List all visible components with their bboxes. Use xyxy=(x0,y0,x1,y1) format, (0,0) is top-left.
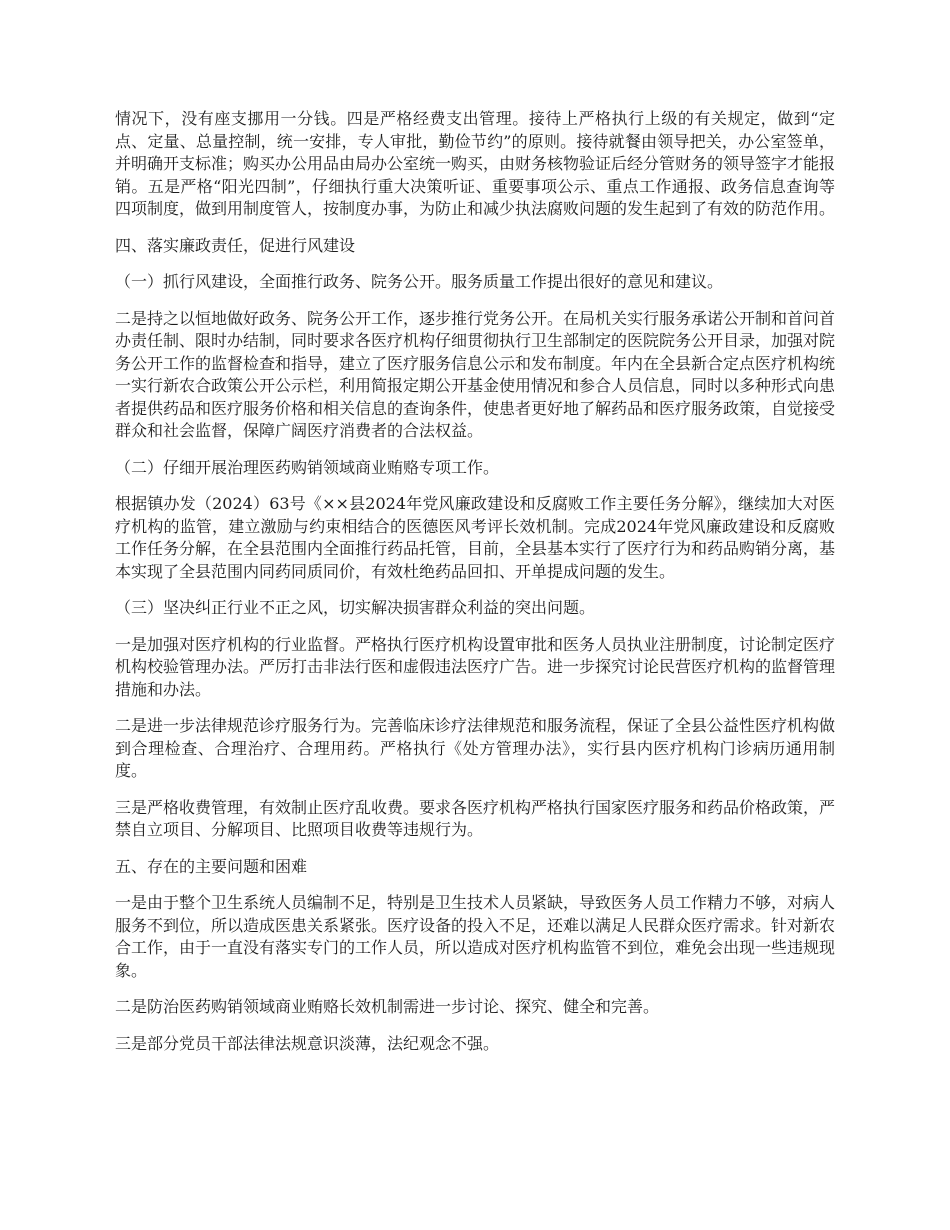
paragraph-bribery-governance: 根据镇办发（2024）63号《××县2024年党风廉政建设和反腐败工作主要任务分解》，继续加大对医疗机构的监管，建立激励与约束相结合的医德医风考评长效机制。完成2024年党风廉政建设和反腐败工作任务分解，在全县范围内全面推行药品托管，目前，全县基本实行了医疗行为和药品购销分离，基本实现了全县范围内同药同质同价，有效杜绝药品回扣、开单提成问题的发生。 xyxy=(115,494,836,581)
subsection-heading-4-2: （二）仔细开展治理医药购销领域商业贿赂专项工作。 xyxy=(115,457,500,477)
paragraph-treatment-regulation: 二是进一步法律规范诊疗服务行为。完善临床诊疗法律规范和服务流程，保证了全县公益性医疗机构做到合理检查、合理治疗、合理用药。严格执行《处方管理办法》，实行县内医疗机构门诊病历通用制度。 xyxy=(115,716,836,780)
paragraph-problem-legal-awareness: 三是部分党员干部法律法规意识淡薄，法纪观念不强。 xyxy=(115,1033,500,1053)
paragraph-fee-management: 三是严格收费管理，有效制止医疗乱收费。要求各医疗机构严格执行国家医疗服务和药品价格政策，严禁自立项目、分解项目、比照项目收费等违规行为。 xyxy=(115,797,836,839)
section-heading-4: 四、落实廉政责任，促进行风建设 xyxy=(115,235,356,255)
paragraph-public-affairs: 二是持之以恒地做好政务、院务公开工作，逐步推行党务公开。在局机关实行服务承诺公开制和首问首办责任制、限时办结制，同时要求各医疗机构仔细贯彻执行卫生部制定的医院院务公开目录，加强对院务公开工作的监督检查和指导，建立了医疗服务信息公示和发布制度。年内在全县新合定点医疗机构统一实行新农合政策公开公示栏，利用简报定期公开基金使用情况和参合人员信息，同时以多种形式向患者提供药品和医疗服务价格和相关信息的查询条件，使患者更好地了解药品和医疗服务政策，自觉接受群众和社会监督，保障广阔医疗消费者的合法权益。 xyxy=(115,308,836,440)
paragraph-industry-supervision: 一是加强对医疗机构的行业监督。严格执行医疗机构设置审批和医务人员执业注册制度，讨论制定医疗机构校验管理办法。严厉打击非法行医和虚假违法医疗广告。进一步探究讨论民营医疗机构的监督管理措施和办法。 xyxy=(115,634,836,699)
section-heading-5: 五、存在的主要问题和困难 xyxy=(115,856,308,876)
paragraph-problem-staffing: 一是由于整个卫生系统人员编制不足，特别是卫生技术人员紧缺，导致医务人员工作精力不够，对病人服务不到位，所以造成医患关系紧张。医疗设备的投入不足，还难以满足人民群众医疗需求。针对新农合工作，由于一直没有落实专门的工作人员，所以造成对医疗机构监管不到位，难免会出现一些违规现象。 xyxy=(115,893,836,980)
subsection-heading-4-1: （一）抓行风建设，全面推行政务、院务公开。服务质量工作提出很好的意见和建议。 xyxy=(115,272,724,291)
document-body xyxy=(115,108,835,1069)
paragraph-problem-mechanism: 二是防治医药购销领域商业贿赂长效机制需进一步讨论、探究、健全和完善。 xyxy=(115,997,660,1016)
paragraph-funds-management: 情况下，没有座支挪用一分钱。四是严格经费支出管理。接待上严格执行上级的有关规定，做到“定点、定量、总量控制，统一安排，专人审批，勤俭节约”的原则。接待就餐由领导把关，办公室签单，并明确开支标准；购买办公用品由局办公室统一购买，由财务核物验证后经分管财务的领导签字才能报销。五是严格“阳光四制”，仔细执行重大决策听证、重要事项公示、重点工作通报、政务信息查询等四项制度，做到用制度管人，按制度办事，为防止和减少执法腐败问题的发生起到了有效的防范作用。 xyxy=(115,109,836,218)
subsection-heading-4-3: （三）坚决纠正行业不正之风，切实解决损害群众利益的突出问题。 xyxy=(115,598,596,617)
